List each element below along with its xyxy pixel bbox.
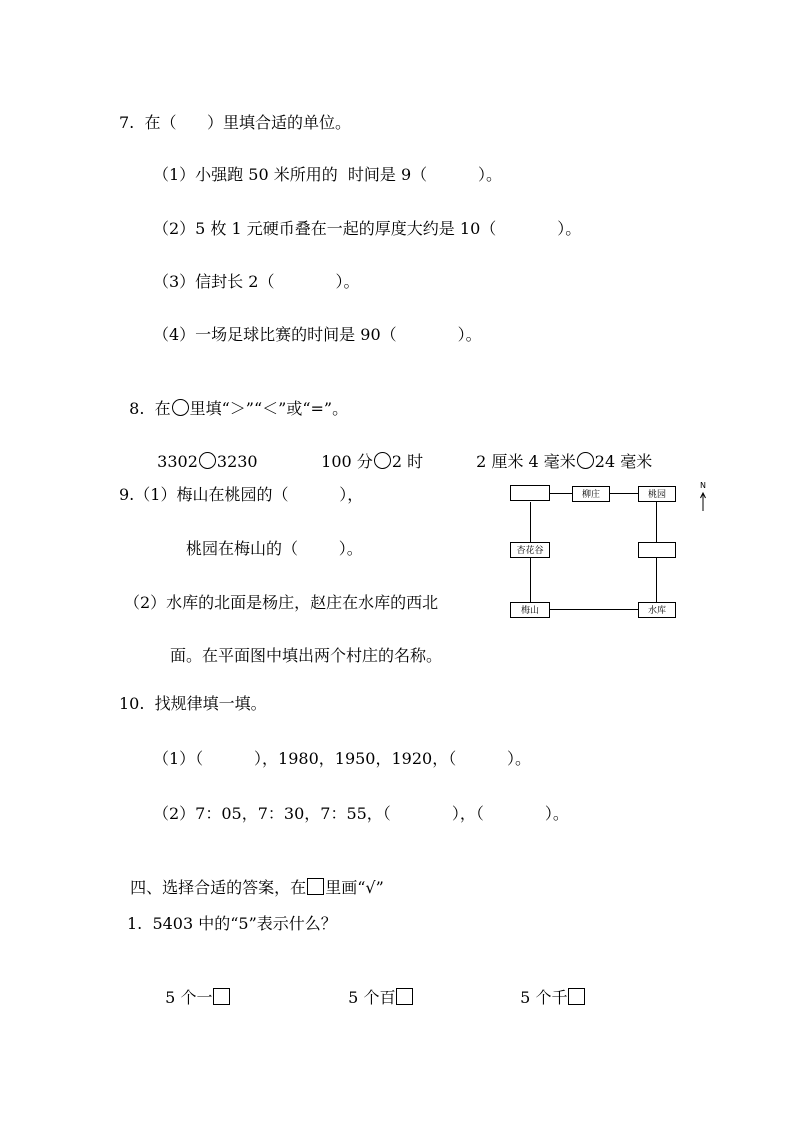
q10-item-1: （1）（ ），1980，1950，1920，（ ）。 [153, 749, 532, 768]
q7-item-3: （3）信封长 2（ ）。 [153, 272, 360, 291]
compare-circle[interactable] [374, 452, 391, 469]
compare-circle[interactable] [577, 452, 594, 469]
comparison-left: 2 厘米 4 毫米 [476, 452, 576, 471]
comparison-left: 100 分 [321, 452, 373, 471]
comparison-left: 3302 [157, 452, 198, 471]
north-label: N [700, 481, 706, 490]
map-box-blank-east[interactable] [638, 542, 676, 558]
answer-checkbox[interactable] [396, 988, 413, 1005]
s4q1-option-1 [155, 968, 231, 1008]
map-road [530, 502, 531, 542]
comparison-right: 3230 [216, 452, 258, 471]
q10-title: 10. 找规律填一填。 [119, 694, 267, 713]
village-map [506, 478, 706, 626]
q8-comparison-3 [466, 432, 652, 472]
q9-line-3: （2）水库的北面是杨庄，赵庄在水库的西北 [124, 593, 439, 612]
option-label: 5 个百 [348, 988, 396, 1007]
q8-title-before: 8. 在 [129, 399, 171, 418]
map-road [550, 609, 638, 610]
map-box-xinghuagu: 杏花谷 [510, 542, 550, 558]
q9-line-4: 面。在平面图中填出两个村庄的名称。 [170, 646, 443, 665]
q7-title: 7. 在（ ）里填合适的单位。 [119, 113, 351, 132]
q8-title [119, 379, 348, 419]
map-box-meishan: 梅山 [510, 602, 550, 618]
q7-item-2: （2）5 枚 1 元硬币叠在一起的厚度大约是 10（ ）。 [153, 219, 582, 238]
option-label: 5 个一 [165, 988, 213, 1007]
q8-comparison-2 [311, 432, 423, 472]
q9-line-1: 9.（1）梅山在桃园的（ ）， [119, 485, 364, 504]
q8-comparison-1 [147, 432, 258, 472]
q8-title-after: 里填“＞”“＜”或“=”。 [189, 399, 349, 418]
section4-title-before: 四、选择合适的答案，在 [130, 878, 307, 897]
answer-checkbox[interactable] [213, 988, 230, 1005]
map-box-shuiku: 水库 [638, 602, 676, 618]
compare-circle[interactable] [199, 452, 216, 469]
map-road [548, 493, 572, 494]
q9-line-2: 桃园在梅山的（ ）。 [186, 539, 363, 558]
map-road [656, 558, 657, 602]
option-label: 5 个千 [520, 988, 568, 1007]
map-road [656, 502, 657, 542]
s4q1-option-2 [338, 968, 414, 1008]
q7-item-1: （1）小强跑 50 米所用的 时间是 9（ ）。 [153, 165, 503, 184]
section4-title [120, 858, 384, 898]
q10-item-2: （2）7：05，7：30，7：55，（ ），（ ）。 [153, 804, 569, 823]
s4q1-question: 1. 5403 中的“5”表示什么？ [127, 914, 337, 933]
north-arrow-icon [699, 491, 707, 511]
comparison-right: 2 时 [391, 452, 424, 471]
map-box-liuzhuang: 柳庄 [572, 486, 610, 502]
answer-checkbox[interactable] [568, 988, 585, 1005]
s4q1-option-3 [510, 968, 586, 1008]
circle-icon [172, 399, 189, 416]
map-road [530, 558, 531, 602]
section4-title-after: 里画“√” [325, 878, 384, 897]
comparison-right: 24 毫米 [594, 452, 653, 471]
map-box-blank-northwest[interactable] [510, 485, 550, 501]
map-box-taoyuan: 桃园 [638, 486, 676, 502]
q7-item-4: （4）一场足球比赛的时间是 90（ ）。 [153, 325, 482, 344]
map-road [610, 493, 640, 494]
checkbox-icon [307, 878, 324, 895]
